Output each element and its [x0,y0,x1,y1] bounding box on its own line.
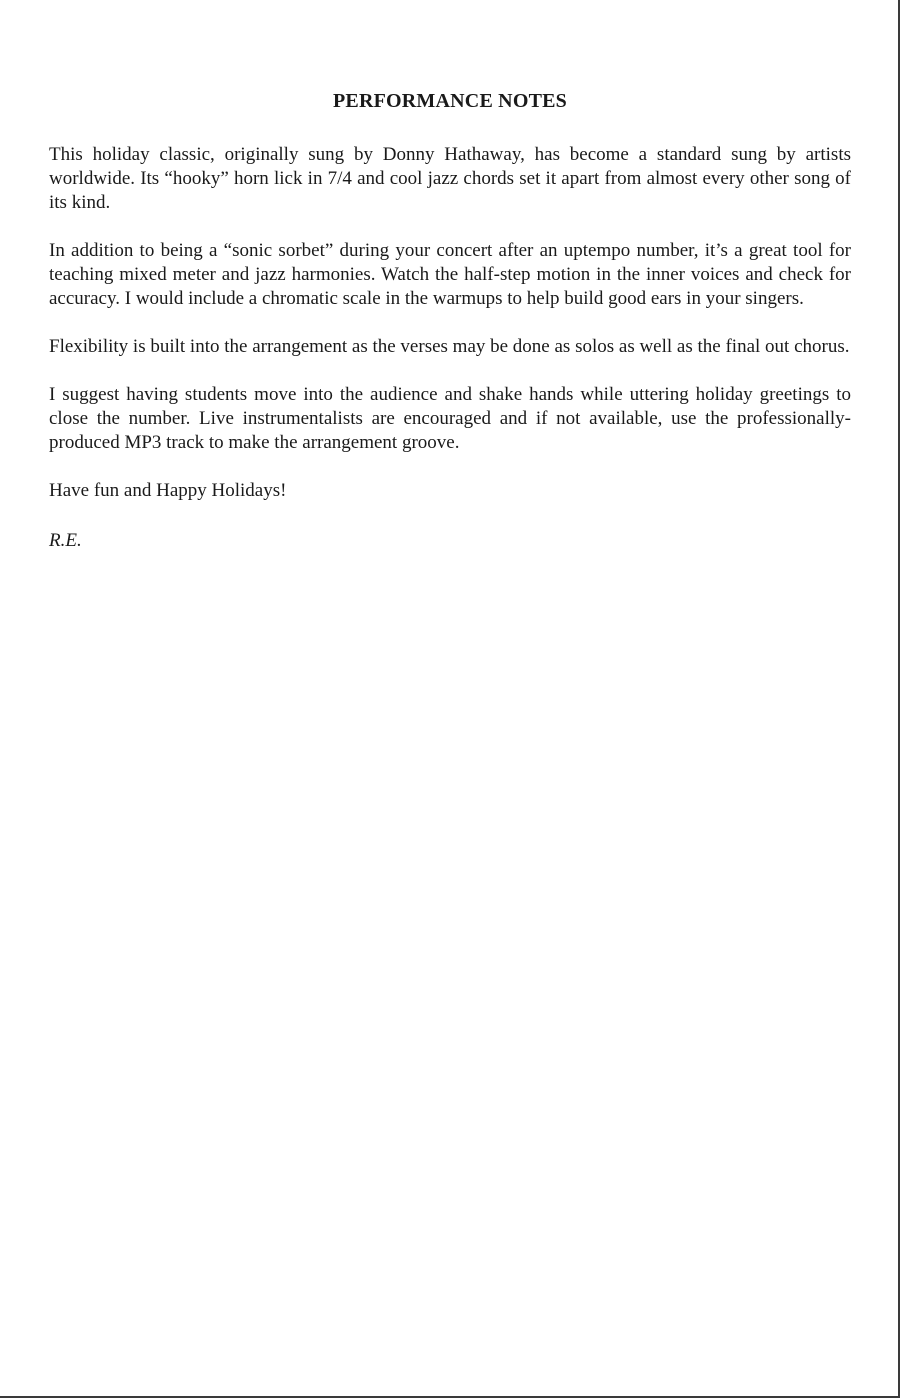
page-title: PERFORMANCE NOTES [333,90,567,112]
paragraph-performance-suggestion: I suggest having students move into the audience and shake hands while uttering holiday greetings to close the number. Live instrumentalists are encouraged and if not available, use the professionally-produced MP3 track to make the arrangement groove. [49,384,851,453]
paragraph-flexibility: Flexibility is built into the arrangement as the verses may be done as solos as well as the final out chorus. [49,336,850,357]
closing-line: Have fun and Happy Holidays! [49,480,287,501]
signature: R.E. [49,530,82,551]
paragraph-teaching: In addition to being a “sonic sorbet” during your concert after an uptempo number, it’s a great tool for teaching mixed meter and jazz harmonies. Watch the half-step motion in the inner voices and check for accuracy. I would include a chromatic scale in the warmups to help build good ears in your singers. [49,240,851,309]
paragraph-intro: This holiday classic, originally sung by Donny Hathaway, has become a standard sung by artists worldwide. Its “hooky” horn lick in 7/4 and cool jazz chords set it apart from almost every other song of its kind. [49,144,851,213]
page-content [49,90,851,553]
